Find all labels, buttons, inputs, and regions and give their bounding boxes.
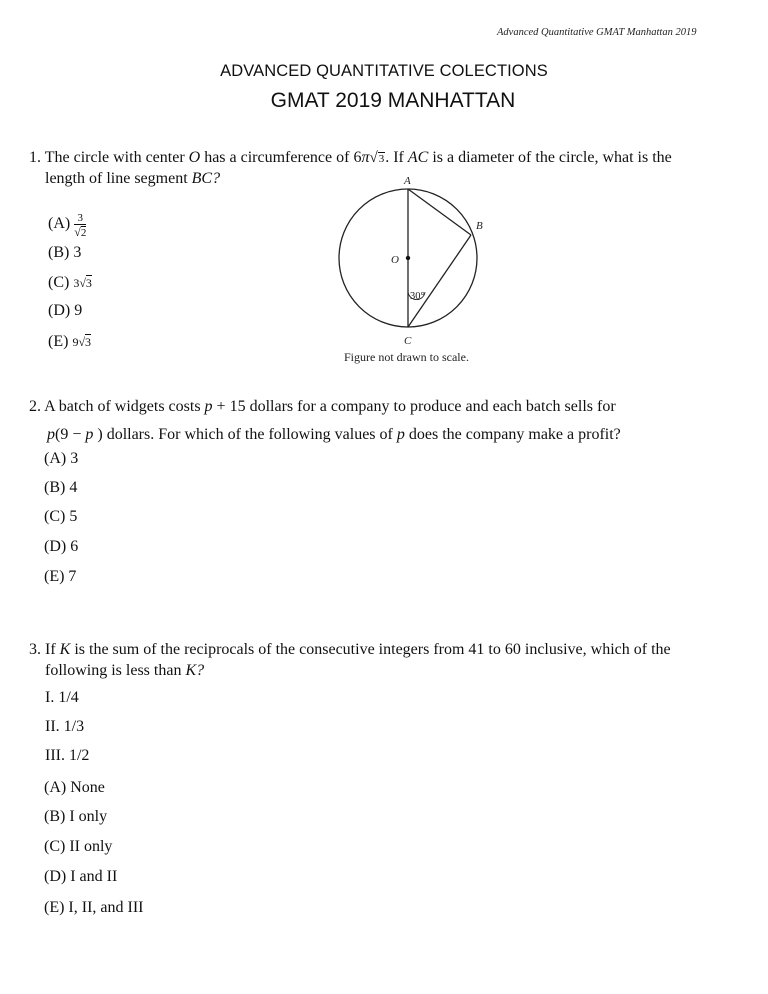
q1-line2-text: length of line segment	[45, 170, 188, 187]
q3-option-b: (B) I only	[44, 808, 108, 825]
label-c: C	[404, 335, 412, 347]
q1-pi: π	[361, 149, 370, 166]
q1-stem-line1	[29, 147, 672, 170]
q3-option-a: (A) None	[44, 779, 105, 796]
q3-option-d: (D) I and II	[44, 868, 118, 885]
q2-text-b: + 15 dollars for a company to produce and each batch sells for	[216, 398, 616, 415]
document-title-line2: GMAT 2019 MANHATTAN	[270, 89, 516, 112]
q3-var-k: K	[59, 641, 71, 658]
q2-option-a: (A) 3	[44, 450, 79, 467]
q2-text-a: A batch of widgets costs	[44, 398, 201, 415]
q1-option-a: (A) $\frac{3}{√2}$	[48, 212, 87, 239]
q3-option-e: (E) I, II, and III	[44, 899, 144, 916]
document-title-line1: ADVANCED QUANTITATIVE COLECTIONS	[220, 62, 548, 80]
label-b: B	[476, 220, 483, 232]
q2-option-d: (D) 6	[44, 538, 79, 555]
q1-option-e: (E) 9√3	[48, 333, 92, 350]
q1-option-d: (D) 9	[48, 302, 83, 319]
q2-stem-line2: p(9 − p ) dollars. For which of the following values of p does the company make a profit?	[47, 426, 621, 443]
q3-number: 3.	[29, 641, 41, 658]
running-header: Advanced Quantitative GMAT Manhattan 2019	[497, 27, 697, 38]
q1-text-c: . If	[385, 149, 404, 166]
label-a: A	[404, 175, 411, 187]
q1-text-d: is a diameter of the circle, what is the	[432, 149, 672, 166]
q1-option-a-fraction: $\frac{3}{√2}$	[74, 212, 87, 239]
q1-text-a: The circle with center	[44, 149, 185, 166]
label-o: O	[391, 254, 399, 266]
q1-stem-line2	[45, 168, 220, 189]
q3-statement-2: II. 1/3	[45, 718, 85, 735]
q1-circle-figure	[330, 168, 500, 368]
center-point	[406, 256, 410, 260]
q3-stem-line2: following is less than K?	[45, 662, 205, 679]
q2-option-e: (E) 7	[44, 568, 77, 585]
q1-var-o: O	[188, 149, 201, 166]
q3-stem-line1: 3. If K is the sum of the reciprocals of the consecutive integers from 41 to 60 inclusive, which of the	[29, 641, 671, 658]
q1-sqrt: √3	[369, 150, 385, 166]
q2-option-b: (B) 4	[44, 479, 78, 496]
q3-statement-1: I. 1/4	[45, 689, 79, 706]
q3-option-c: (C) II only	[44, 838, 113, 855]
q1-text-b: has a circumference of 6	[204, 149, 362, 166]
q2-option-c: (C) 5	[44, 508, 78, 525]
q1-option-c: (C) 3√3	[48, 274, 92, 291]
q2-stem-line1	[29, 396, 616, 417]
q1-var-bc: BC?	[191, 170, 221, 187]
chord-bc	[408, 235, 471, 327]
q2-number: 2.	[29, 398, 41, 415]
q1-option-b: (B) 3	[48, 244, 82, 261]
q1-var-ac: AC	[407, 149, 429, 166]
figure-caption: Figure not drawn to scale.	[344, 350, 469, 364]
q3-statement-3: III. 1/2	[45, 747, 90, 764]
q1-number: 1.	[29, 149, 41, 166]
q2-var-p: p	[204, 398, 213, 415]
angle-label: 30°	[410, 291, 425, 302]
